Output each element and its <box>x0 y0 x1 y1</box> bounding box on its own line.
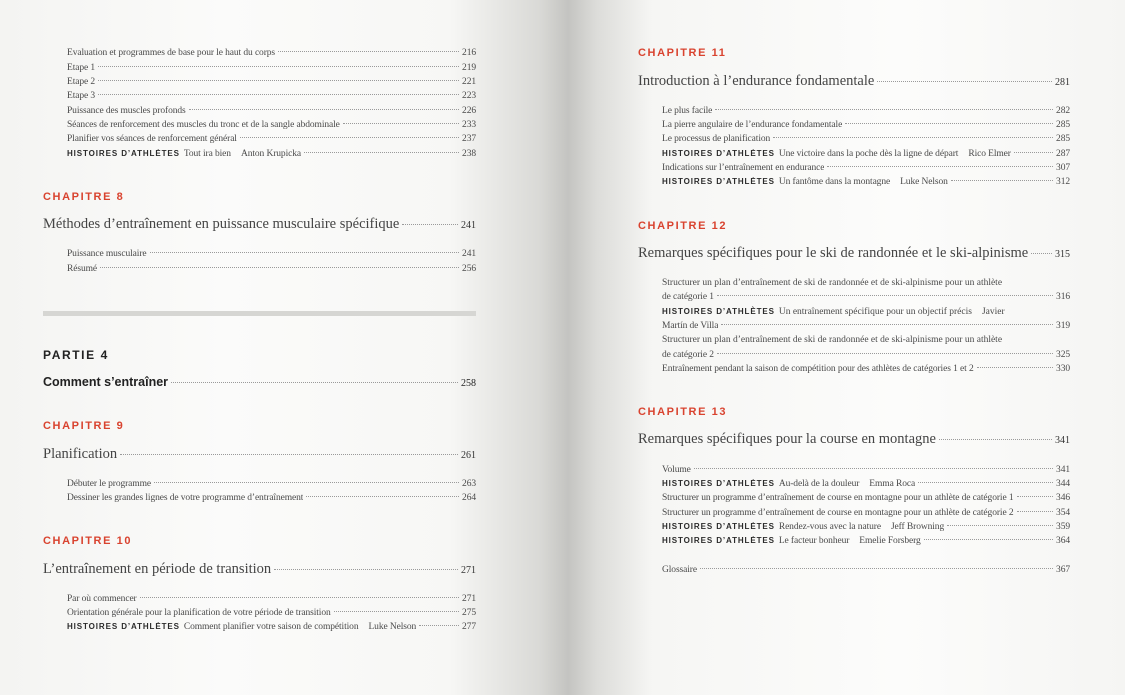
story-title: Le facteur bonheur <box>778 536 850 546</box>
story-author: Luke Nelson <box>368 622 417 632</box>
story-author-rest: Martín de Villa <box>662 321 719 331</box>
entry-text: Puissance musculaire <box>67 249 147 259</box>
leader-dots <box>278 51 459 52</box>
page-number: 287 <box>1056 149 1070 159</box>
page-number: 325 <box>1056 350 1070 360</box>
leader-dots <box>171 382 458 383</box>
leader-dots <box>120 454 458 455</box>
toc-story-entry[interactable] <box>638 479 1070 489</box>
story-author-first: Javier <box>981 307 1005 317</box>
entry-text: Le processus de planification <box>662 134 771 144</box>
entry-text: Étape 2 <box>67 77 96 87</box>
leader-dots <box>98 94 459 95</box>
leader-dots <box>918 482 1053 483</box>
section-divider <box>43 311 476 316</box>
leader-dots <box>306 496 459 497</box>
part-label: PARTIE 4 <box>43 348 109 362</box>
toc-story-entry[interactable] <box>638 177 1070 187</box>
page-number: 261 <box>461 450 476 461</box>
page-number: 312 <box>1056 177 1070 187</box>
entry-text-line1: Structurer un plan d’entraînement de ski de randonnée et de ski-alpinisme pour un athlète <box>662 335 1003 345</box>
entry-text: Structurer un programme d’entraînement de course en montagne pour un athlète de catégorie 1 <box>662 493 1014 503</box>
leader-dots <box>947 525 1053 526</box>
leader-dots <box>274 569 458 570</box>
toc-story-entry[interactable] <box>43 149 476 159</box>
toc-story-entry[interactable] <box>43 622 476 632</box>
story-title: Une victoire dans la poche dès la ligne de départ <box>778 149 959 159</box>
toc-entry-glossaire[interactable] <box>638 565 1070 575</box>
page-number: 241 <box>462 249 476 259</box>
chapter-label: CHAPITRE 8 <box>43 191 125 203</box>
chapter-title-entry[interactable] <box>43 446 476 463</box>
page-number: 258 <box>461 378 476 389</box>
story-author: Emelie Forsberg <box>859 536 921 546</box>
toc-story-entry[interactable] <box>638 536 1070 546</box>
story-label: HISTOIRES D’ATHLÈTES <box>662 177 775 186</box>
page-number: 281 <box>1055 77 1070 88</box>
story-label: HISTOIRES D’ATHLÈTES <box>662 522 775 531</box>
page-number: 285 <box>1056 120 1070 130</box>
page-number: 341 <box>1055 435 1070 446</box>
leader-dots <box>939 439 1052 440</box>
toc-entry[interactable] <box>638 364 1070 374</box>
page-number: 264 <box>462 493 476 503</box>
page-number: 330 <box>1056 364 1070 374</box>
page-number: 241 <box>461 220 476 231</box>
page-number: 354 <box>1056 508 1070 518</box>
toc-entry[interactable] <box>43 91 476 101</box>
page-number: 223 <box>462 91 476 101</box>
toc-entry[interactable] <box>43 493 476 503</box>
page-number: 226 <box>462 106 476 116</box>
entry-text: Par où commencer <box>67 594 137 604</box>
leader-dots <box>154 482 459 483</box>
story-title: Un fantôme dans la montagne <box>778 177 891 187</box>
toc-entry[interactable] <box>638 120 1070 130</box>
chapter-title-entry[interactable] <box>638 431 1070 448</box>
leader-dots <box>1017 496 1054 497</box>
chapter-title: Remarques spécifiques pour la course en montagne <box>638 431 936 447</box>
page-number: 256 <box>462 264 476 274</box>
page-number: 344 <box>1056 479 1070 489</box>
page-number: 238 <box>462 149 476 159</box>
story-label: HISTOIRES D’ATHLÈTES <box>662 536 775 545</box>
leader-dots <box>1031 253 1052 254</box>
story-line1[interactable] <box>662 307 1005 317</box>
page-number: 233 <box>462 120 476 130</box>
story-author: Rico Elmer <box>968 149 1011 159</box>
entry-text-line2: de catégorie 1 <box>662 292 714 302</box>
entry-text: Indications sur l’entraînement en endurance <box>662 163 825 173</box>
leader-dots <box>715 109 1053 110</box>
page-number: 219 <box>462 63 476 73</box>
chapter-title-entry[interactable] <box>638 245 1070 262</box>
leader-dots <box>721 324 1053 325</box>
story-title: Comment planifier votre saison de compétition <box>183 622 359 632</box>
toc-entry[interactable] <box>638 508 1070 518</box>
toc-entry[interactable] <box>43 120 476 130</box>
entry-text-line1: Structurer un plan d’entraînement de ski de randonnée et de ski-alpinisme pour un athlète <box>662 278 1003 288</box>
leader-dots <box>402 224 458 225</box>
chapter-title: Planification <box>43 446 118 462</box>
story-author: Emma Roca <box>869 479 916 489</box>
leader-dots <box>773 137 1053 138</box>
entry-text: Le plus facile <box>662 106 713 116</box>
entry-text-line2: de catégorie 2 <box>662 350 714 360</box>
chapter-label: CHAPITRE 13 <box>638 406 728 418</box>
toc-entry[interactable] <box>43 77 476 87</box>
toc-story-entry[interactable] <box>638 149 1070 159</box>
leader-dots <box>924 539 1053 540</box>
story-title: Rendez-vous avec la nature <box>778 522 881 532</box>
toc-entry[interactable] <box>43 48 476 58</box>
page-number: 271 <box>461 565 476 576</box>
page-number: 364 <box>1056 536 1070 546</box>
leader-dots <box>140 597 459 598</box>
leader-dots <box>700 568 1053 569</box>
page-number: 316 <box>1056 292 1070 302</box>
entry-text: Entraînement pendant la saison de compétition pour des athlètes de catégories 1 et 2 <box>662 364 974 374</box>
leader-dots <box>98 66 459 67</box>
entry-text: Glossaire <box>662 565 697 575</box>
right-page <box>638 0 1070 695</box>
page-number: 263 <box>462 479 476 489</box>
entry-text: Évaluation et programmes de base pour le haut du corps <box>67 48 276 58</box>
entry-text: Orientation générale pour la planification de votre période de transition <box>67 608 331 618</box>
page-number: 367 <box>1056 565 1070 575</box>
leader-dots <box>334 611 459 612</box>
chapter-title-entry[interactable] <box>43 561 476 578</box>
story-title: Un entraînement spécifique pour un objectif précis <box>778 307 972 317</box>
leader-dots <box>717 353 1053 354</box>
leader-dots <box>827 166 1053 167</box>
toc-entry[interactable] <box>638 493 1070 503</box>
page-number: 346 <box>1056 493 1070 503</box>
leader-dots <box>977 367 1053 368</box>
toc-entry[interactable] <box>638 292 1070 302</box>
toc-entry[interactable] <box>43 594 476 604</box>
leader-dots <box>150 252 460 253</box>
toc-entry[interactable] <box>638 350 1070 360</box>
toc-story-entry[interactable] <box>638 321 1070 331</box>
story-title: Au-delà de la douleur <box>778 479 860 489</box>
chapter-title: Méthodes d’entraînement en puissance musculaire spécifique <box>43 216 400 232</box>
story-label: HISTOIRES D’ATHLÈTES <box>662 307 775 316</box>
entry-text: Puissance des muscles profonds <box>67 106 186 116</box>
leader-dots <box>877 81 1052 82</box>
leader-dots <box>189 109 459 110</box>
page-number: 216 <box>462 48 476 58</box>
leader-dots <box>240 137 459 138</box>
leader-dots <box>419 625 459 626</box>
toc-entry[interactable] <box>43 264 476 274</box>
toc-entry[interactable] <box>43 249 476 259</box>
entry-text: La pierre angulaire de l’endurance fondamentale <box>662 120 843 130</box>
entry-text: Séances de renforcement des muscles du tronc et de la sangle abdominale <box>67 120 340 130</box>
leader-dots <box>845 123 1053 124</box>
chapter-title-entry[interactable] <box>638 73 1070 90</box>
page-number: 271 <box>462 594 476 604</box>
chapter-title: Remarques spécifiques pour le ski de randonnée et le ski-alpinisme <box>638 245 1029 261</box>
entry-text: Étape 3 <box>67 91 96 101</box>
left-page <box>43 0 476 695</box>
page-number: 237 <box>462 134 476 144</box>
leader-dots <box>717 295 1053 296</box>
leader-dots <box>98 80 459 81</box>
toc-entry[interactable] <box>43 608 476 618</box>
entry-text: Planifier vos séances de renforcement général <box>67 134 237 144</box>
story-author: Jeff Browning <box>890 522 945 532</box>
leader-dots <box>951 180 1053 181</box>
page-number: 319 <box>1056 321 1070 331</box>
page-number: 282 <box>1056 106 1070 116</box>
chapter-label: CHAPITRE 11 <box>638 47 727 59</box>
story-label: HISTOIRES D’ATHLÈTES <box>67 622 180 631</box>
toc-entry[interactable] <box>638 106 1070 116</box>
story-author: Anton Krupicka <box>240 149 302 159</box>
story-label: HISTOIRES D’ATHLÈTES <box>662 149 775 158</box>
toc-entry[interactable] <box>43 479 476 489</box>
page-number: 315 <box>1055 249 1070 260</box>
page-number: 277 <box>462 622 476 632</box>
toc-entry[interactable] <box>43 63 476 73</box>
entry-text: Volume <box>662 465 691 475</box>
chapter-label: CHAPITRE 12 <box>638 220 728 232</box>
part-title-entry[interactable] <box>43 375 476 389</box>
entry-text: Débuter le programme <box>67 479 151 489</box>
page-number: 341 <box>1056 465 1070 475</box>
toc-entry[interactable] <box>43 106 476 116</box>
page-number: 359 <box>1056 522 1070 532</box>
story-author: Luke Nelson <box>900 177 948 187</box>
page-number: 221 <box>462 77 476 87</box>
leader-dots <box>304 152 459 153</box>
entry-text: Dessiner les grandes lignes de votre programme d’entraînement <box>67 493 304 503</box>
part-title: Comment s’entraîner <box>43 375 169 389</box>
story-label: HISTOIRES D’ATHLÈTES <box>67 149 180 158</box>
leader-dots <box>1017 511 1054 512</box>
chapter-label: CHAPITRE 10 <box>43 535 133 547</box>
leader-dots <box>343 123 459 124</box>
story-title: Tout ira bien <box>183 149 231 159</box>
entry-text: Structurer un programme d’entraînement de course en montagne pour un athlète de catégorie 2 <box>662 508 1014 518</box>
toc-story-entry[interactable] <box>638 522 1070 532</box>
page-number: 275 <box>462 608 476 618</box>
toc-entry[interactable] <box>638 163 1070 173</box>
leader-dots <box>694 468 1053 469</box>
toc-entry[interactable] <box>43 134 476 144</box>
toc-entry[interactable] <box>638 134 1070 144</box>
entry-text: Résumé <box>67 264 98 274</box>
page-number: 307 <box>1056 163 1070 173</box>
chapter-title-entry[interactable] <box>43 216 476 233</box>
chapter-label: CHAPITRE 9 <box>43 420 125 432</box>
toc-entry[interactable] <box>638 465 1070 475</box>
entry-text: Étape 1 <box>67 63 96 73</box>
story-label: HISTOIRES D’ATHLÈTES <box>662 479 775 488</box>
page-number: 285 <box>1056 134 1070 144</box>
chapter-title: Introduction à l’endurance fondamentale <box>638 73 875 89</box>
leader-dots <box>100 267 459 268</box>
leader-dots <box>1014 152 1053 153</box>
chapter-title: L’entraînement en période de transition <box>43 561 272 577</box>
